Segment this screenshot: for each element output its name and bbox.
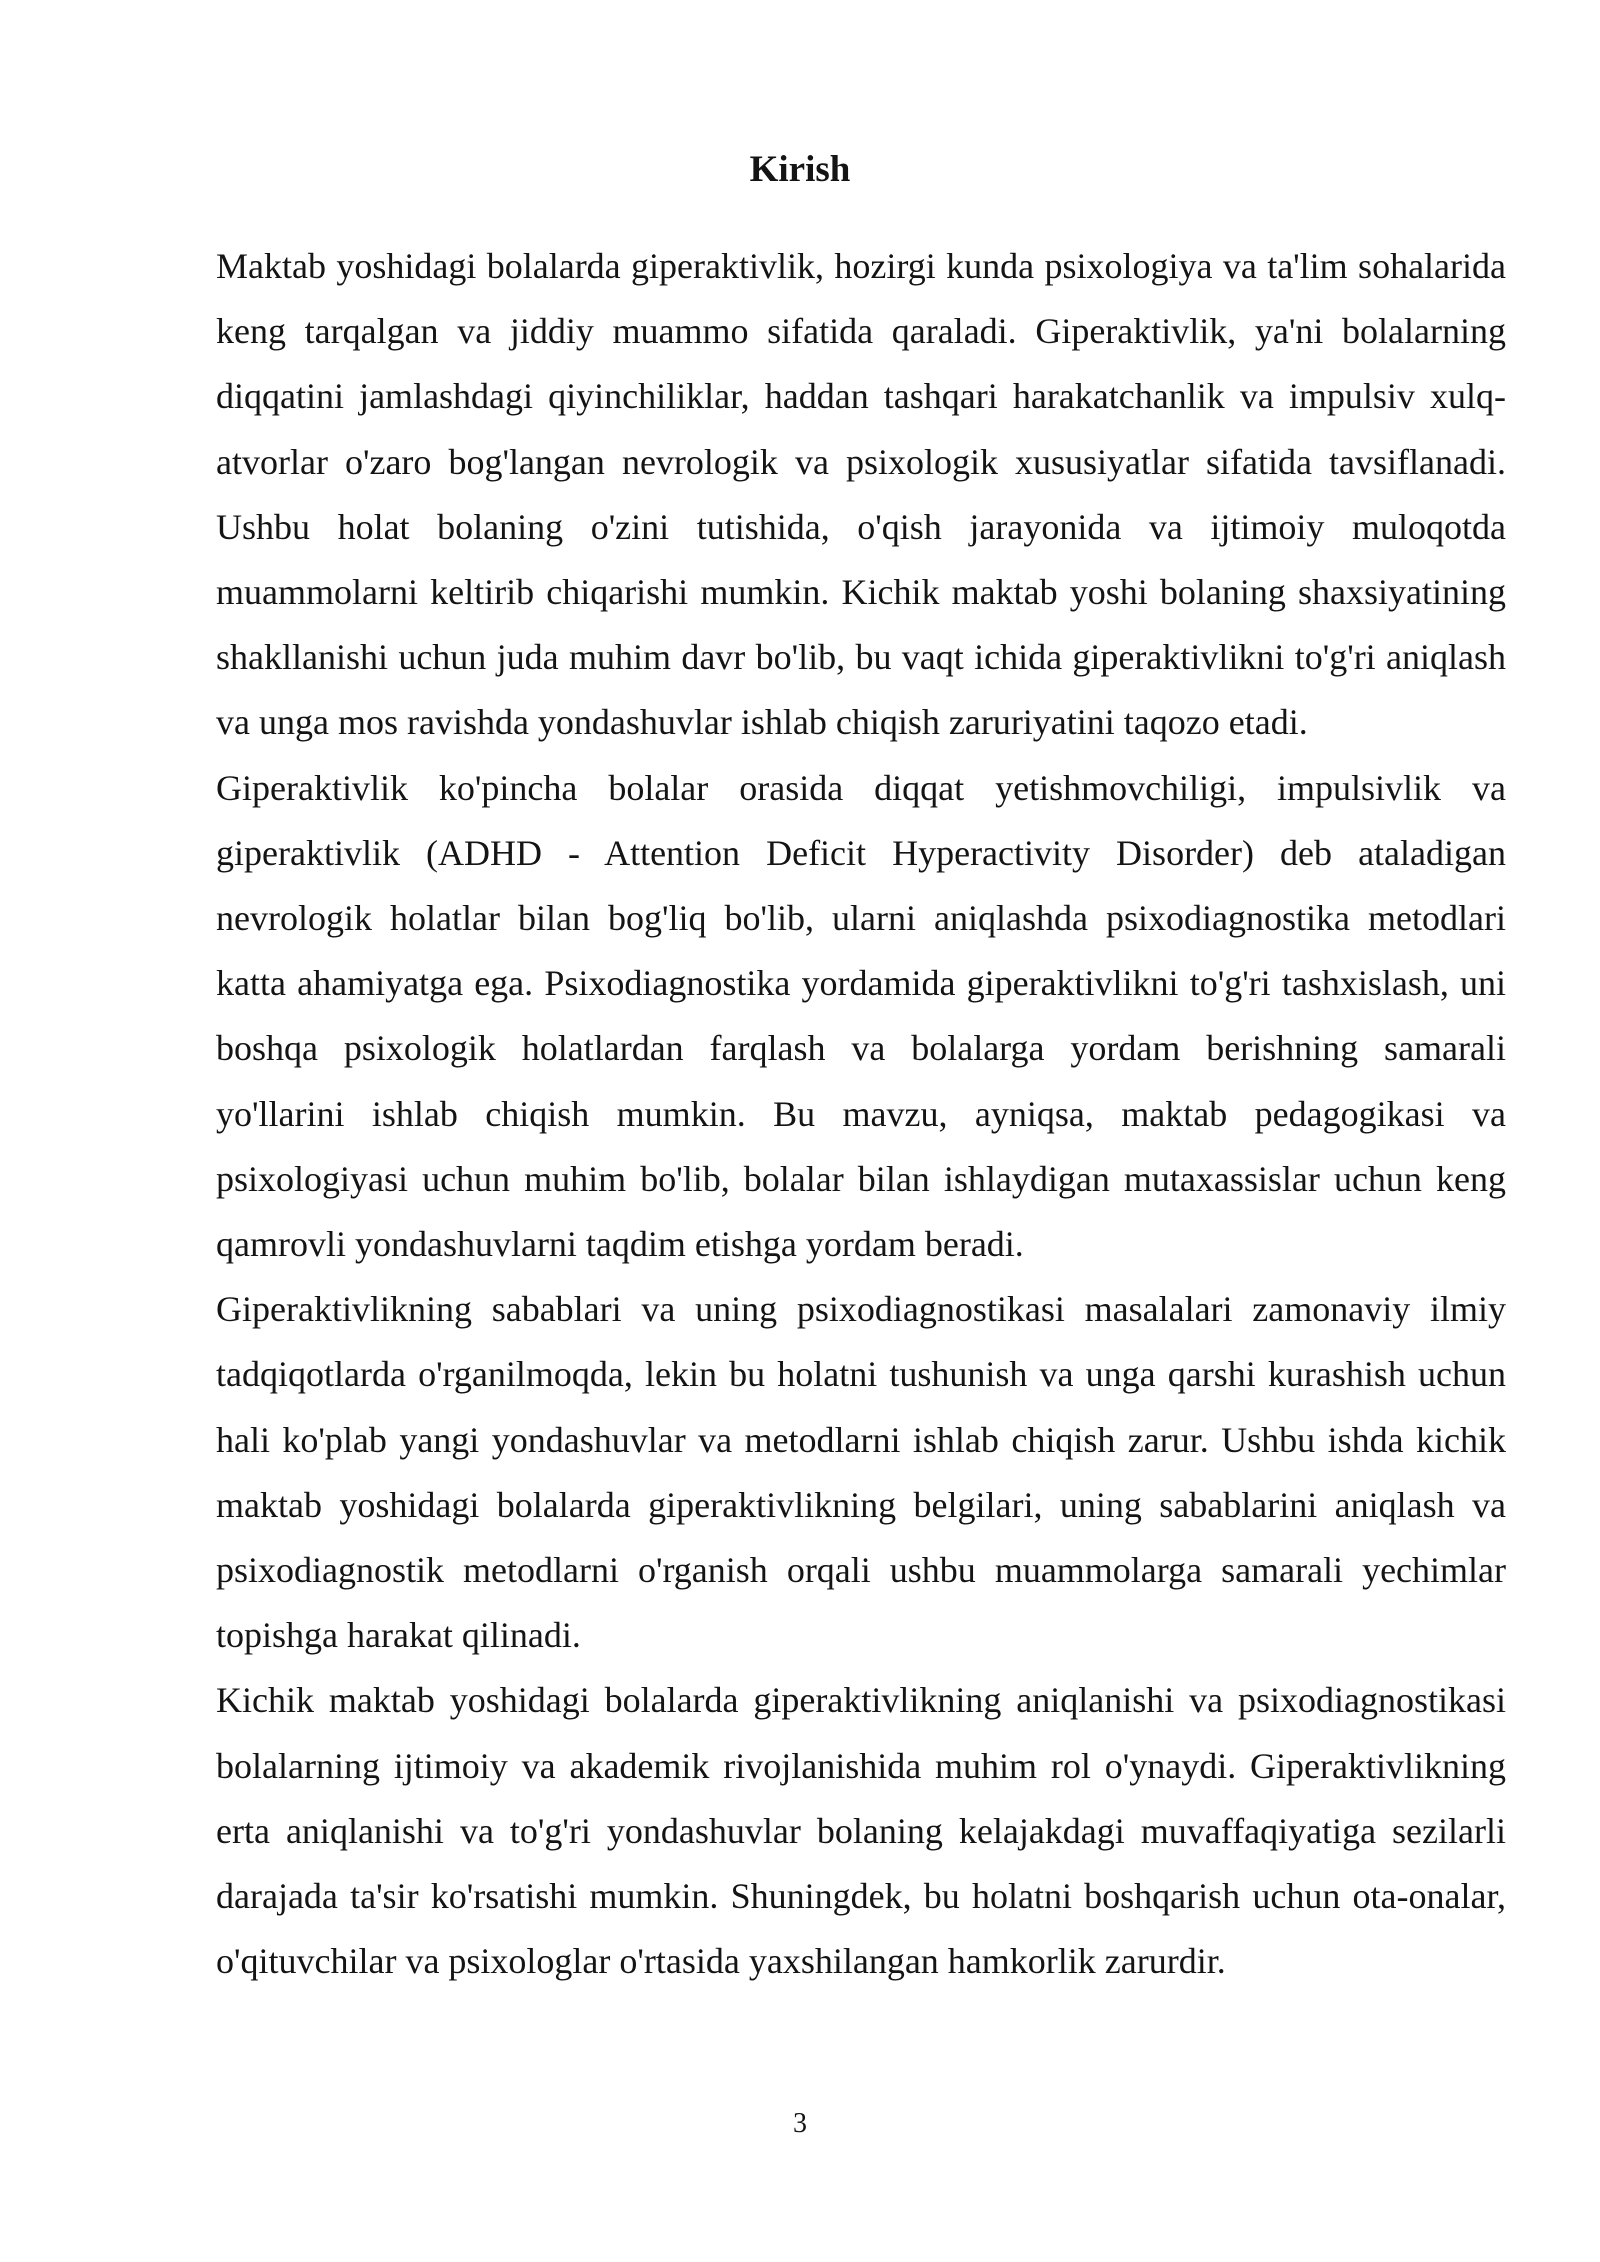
body-text	[216, 234, 1506, 1994]
paragraph-1: Maktab yoshidagi bolalarda giperaktivlik, hozirgi kunda psixologiya va ta'lim sohalarida keng tarqalgan va jiddiy muammo sifatida qaraladi. Giperaktivlik, ya'ni bolalarning diqqatini jamlashdagi qiyinchiliklar, haddan tashqari harakatchanlik va impulsiv xulq-atvorlar o'zaro bog'langan nevrologik va psixologik xususiyatlar sifatida tavsiflanadi. Ushbu holat bolaning o'zini tutishida, o'qish jarayonida va ijtimoiy muloqotda muammolarni keltirib chiqarishi mumkin. Kichik maktab yoshi bolaning shaxsiyatining shakllanishi uchun juda muhim davr bo'lib, bu vaqt ichida giperaktivlikni to'g'ri aniqlash va unga mos ravishda yondashuvlar ishlab chiqish zaruriyatini taqozo etadi.	[216, 246, 1506, 743]
paragraph-2: Giperaktivlik ko'pincha bolalar orasida diqqat yetishmovchiligi, impulsivlik va giperaktivlik (ADHD - Attention Deficit Hyperactivity Disorder) deb ataladigan nevrologik holatlar bilan bog'liq bo'lib, ularni aniqlashda psixodiagnostika metodlari katta ahamiyatga ega. Psixodiagnostika yordamida giperaktivlikni to'g'ri tashxislash, uni boshqa psixologik holatlardan farqlash va bolalarga yordam berishning samarali yo'llarini ishlab chiqish mumkin. Bu mavzu, ayniqsa, maktab pedagogikasi va psixologiyasi uchun muhim bo'lib, bolalar bilan ishlaydigan mutaxassislar uchun keng qamrovli yondashuvlarni taqdim etishga yordam beradi.	[216, 767, 1506, 1265]
paragraph-3: Giperaktivlikning sabablari va uning psixodiagnostikasi masalalari zamonaviy ilmiy tadqiqotlarda o'rganilmoqda, lekin bu holatni tushunish va unga qarshi kurashish uchun hali ko'plab yangi yondashuvlar va metodlarni ishlab chiqish zarur. Ushbu ishda kichik maktab yoshidagi bolalarda giperaktivlikning belgilari, uning sabablarini aniqlash va psixodiagnostik metodlarni o'rganish orqali ushbu muammolarga samarali yechimlar topishga harakat qilinadi.	[216, 1289, 1506, 1656]
page-title: Kirish	[749, 149, 851, 190]
page-number: 3	[793, 2108, 807, 2139]
paragraph-4: Kichik maktab yoshidagi bolalarda giperaktivlikning aniqlanishi va psixodiagnostikasi bolalarning ijtimoiy va akademik rivojlanishida muhim rol o'ynaydi. Giperaktivlikning erta aniqlanishi va to'g'ri yondashuvlar bolaning kelajakdagi muvaffaqiyatiga sezilarli darajada ta'sir ko'rsatishi mumkin. Shuningdek, bu holatni boshqarish uchun ota-onalar, o'qituvchilar va psixologlar o'rtasida yaxshilangan hamkorlik zarurdir.	[216, 1680, 1506, 1982]
